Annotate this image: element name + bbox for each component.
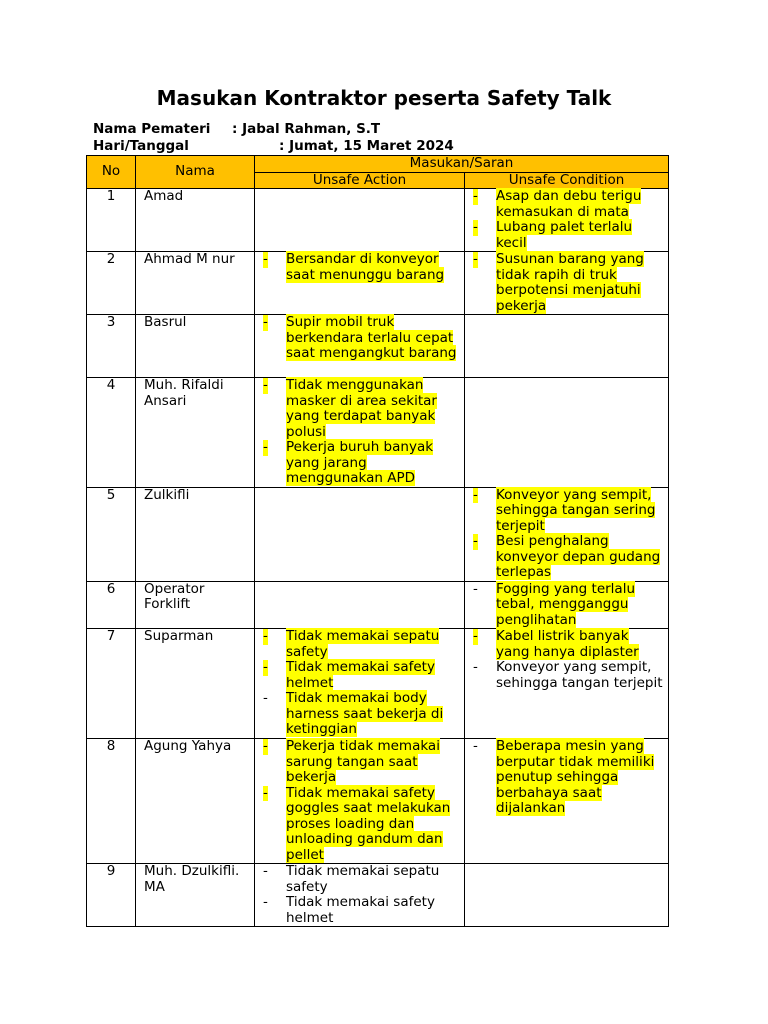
unsafe-action-cell <box>255 378 465 488</box>
action-list <box>255 378 462 487</box>
row-no: 8 <box>87 739 136 864</box>
table-row <box>87 189 669 252</box>
bullet-dash: - <box>473 486 478 503</box>
action-list <box>255 252 462 283</box>
item-text: Tidak memakai safety goggles saat melakukan proses loading dan unloading gandum dan pellet <box>286 784 451 863</box>
list-item <box>255 739 462 786</box>
bullet-dash: - <box>263 377 268 393</box>
item-text: Konveyor yang sempit, sehingga tangan terjepit <box>496 659 663 691</box>
list-item <box>465 488 666 535</box>
bullet-dash: - <box>263 251 268 267</box>
pemateri-label: Nama Pemateri <box>93 121 211 137</box>
list-item <box>255 378 462 440</box>
list-item <box>465 252 666 314</box>
bullet-dash: - <box>263 738 268 754</box>
tanggal-line <box>93 138 454 154</box>
unsafe-action-cell <box>255 252 465 315</box>
row-no: 6 <box>87 581 136 629</box>
item-text: Pekerja tidak memakai sarung tangan saat bekerja <box>286 738 440 785</box>
bullet-dash: - <box>263 690 268 706</box>
action-list <box>255 315 462 362</box>
unsafe-condition-cell <box>465 487 669 581</box>
row-nama: Ahmad M nur <box>136 252 255 315</box>
bullet-dash: - <box>263 894 268 910</box>
tanggal-label: Hari/Tanggal <box>93 138 189 154</box>
list-item <box>255 895 462 926</box>
row-no: 9 <box>87 864 136 927</box>
list-item <box>465 220 666 251</box>
item-text: Tidak memakai body harness saat bekerja di ketinggian <box>286 690 444 737</box>
condition-list <box>465 189 666 251</box>
condition-list <box>465 629 666 691</box>
page-title: Masukan Kontraktor peserta Safety Talk <box>156 86 612 110</box>
bullet-dash: - <box>473 659 478 675</box>
table-row <box>87 487 669 581</box>
item-text: Tidak memakai sepatu safety <box>286 628 440 660</box>
pemateri-value: : Jabal Rahman, S.T <box>232 121 381 137</box>
list-item <box>255 786 462 864</box>
item-text: Susunan barang yang tidak rapih di truk berpotensi menjatuhi pekerja <box>496 251 644 314</box>
bullet-dash: - <box>263 784 268 801</box>
list-item <box>255 315 462 362</box>
row-nama: Operator Forklift <box>136 581 255 629</box>
bullet-dash: - <box>473 628 478 644</box>
list-item <box>465 739 666 817</box>
condition-list <box>465 488 666 581</box>
row-nama: Agung Yahya <box>136 739 255 864</box>
pemateri-line <box>93 121 381 137</box>
action-list <box>255 629 462 738</box>
list-item <box>255 629 462 660</box>
tanggal-value: : Jumat, 15 Maret 2024 <box>279 138 454 154</box>
unsafe-condition-cell <box>465 629 669 739</box>
item-text: Tidak memakai safety helmet <box>286 894 435 926</box>
table-row <box>87 739 669 864</box>
unsafe-condition-cell <box>465 189 669 252</box>
unsafe-condition-cell <box>465 315 669 378</box>
unsafe-action-cell <box>255 189 465 252</box>
unsafe-action-cell <box>255 864 465 927</box>
row-nama: Muh. Dzulkifli. MA <box>136 864 255 927</box>
list-item <box>465 534 666 581</box>
bullet-dash: - <box>263 628 268 644</box>
item-text: Kabel listrik banyak yang hanya diplaster <box>496 628 639 660</box>
header-unsafe-condition: Unsafe Condition <box>465 172 669 189</box>
bullet-dash: - <box>263 863 268 879</box>
list-item <box>255 864 462 895</box>
list-item <box>465 189 666 220</box>
unsafe-condition-cell <box>465 378 669 488</box>
list-item <box>255 440 462 487</box>
table-row <box>87 629 669 739</box>
bullet-dash: - <box>473 219 478 235</box>
row-nama: Suparman <box>136 629 255 739</box>
bullet-dash: - <box>473 738 478 754</box>
table-row <box>87 252 669 315</box>
unsafe-action-cell <box>255 487 465 581</box>
row-no: 4 <box>87 378 136 488</box>
bullet-dash: - <box>263 314 268 330</box>
row-nama: Basrul <box>136 315 255 378</box>
table-row <box>87 864 669 927</box>
row-no: 3 <box>87 315 136 378</box>
bullet-dash: - <box>473 251 478 267</box>
bullet-dash: - <box>263 439 268 455</box>
row-nama: Amad <box>136 189 255 252</box>
bullet-dash: - <box>263 659 268 675</box>
table-body <box>87 189 669 927</box>
item-text: Lubang palet terlalu kecil <box>496 219 633 251</box>
header-nama: Nama <box>136 156 255 189</box>
bullet-dash: - <box>473 580 478 597</box>
item-text: Tidak memakai sepatu safety <box>286 863 440 895</box>
item-text: Konveyor yang sempit, sehingga tangan sering terjepit <box>496 486 656 534</box>
table-row <box>87 378 669 488</box>
list-item <box>255 252 462 283</box>
action-list <box>255 739 462 863</box>
item-text: Tidak menggunakan masker di area sekitar yang terdapat banyak polusi <box>286 377 437 440</box>
unsafe-action-cell <box>255 739 465 864</box>
row-no: 5 <box>87 487 136 581</box>
condition-list <box>465 582 666 629</box>
list-item <box>255 660 462 691</box>
list-item <box>465 660 666 691</box>
row-nama: Zulkifli <box>136 487 255 581</box>
unsafe-action-cell <box>255 315 465 378</box>
condition-list <box>465 739 666 817</box>
row-no: 1 <box>87 189 136 252</box>
bullet-dash: - <box>473 188 478 204</box>
unsafe-action-cell <box>255 629 465 739</box>
condition-list <box>465 252 666 314</box>
list-item <box>465 629 666 660</box>
header-unsafe-action: Unsafe Action <box>255 172 465 189</box>
header-no: No <box>87 156 136 189</box>
item-text: Besi penghalang konveyor depan gudang terlepas <box>496 533 661 580</box>
row-nama: Muh. Rifaldi Ansari <box>136 378 255 488</box>
item-text: Pekerja buruh banyak yang jarang menggunakan APD <box>286 439 434 486</box>
unsafe-action-cell <box>255 581 465 629</box>
table-row <box>87 315 669 378</box>
unsafe-condition-cell <box>465 581 669 629</box>
unsafe-condition-cell <box>465 252 669 315</box>
action-list <box>255 864 462 926</box>
item-text: Fogging yang terlalu tebal, mengganggu penglihatan <box>496 580 636 628</box>
masukan-table <box>86 155 669 927</box>
unsafe-condition-cell <box>465 739 669 864</box>
item-text: Supir mobil truk berkendara terlalu cepat saat mengangkut barang <box>286 314 457 361</box>
bullet-dash: - <box>473 533 478 549</box>
list-item <box>255 691 462 738</box>
item-text: Bersandar di konveyor saat menunggu barang <box>286 251 445 283</box>
header-masukan: Masukan/Saran <box>255 156 669 173</box>
list-item <box>465 582 666 629</box>
table-row <box>87 581 669 629</box>
item-text: Beberapa mesin yang berputar tidak memiliki penutup sehingga berbahaya saat dijalankan <box>496 738 655 816</box>
item-text: Tidak memakai safety helmet <box>286 659 435 691</box>
row-no: 2 <box>87 252 136 315</box>
unsafe-condition-cell <box>465 864 669 927</box>
item-text: Asap dan debu terigu kemasukan di mata <box>496 188 642 220</box>
row-no: 7 <box>87 629 136 739</box>
